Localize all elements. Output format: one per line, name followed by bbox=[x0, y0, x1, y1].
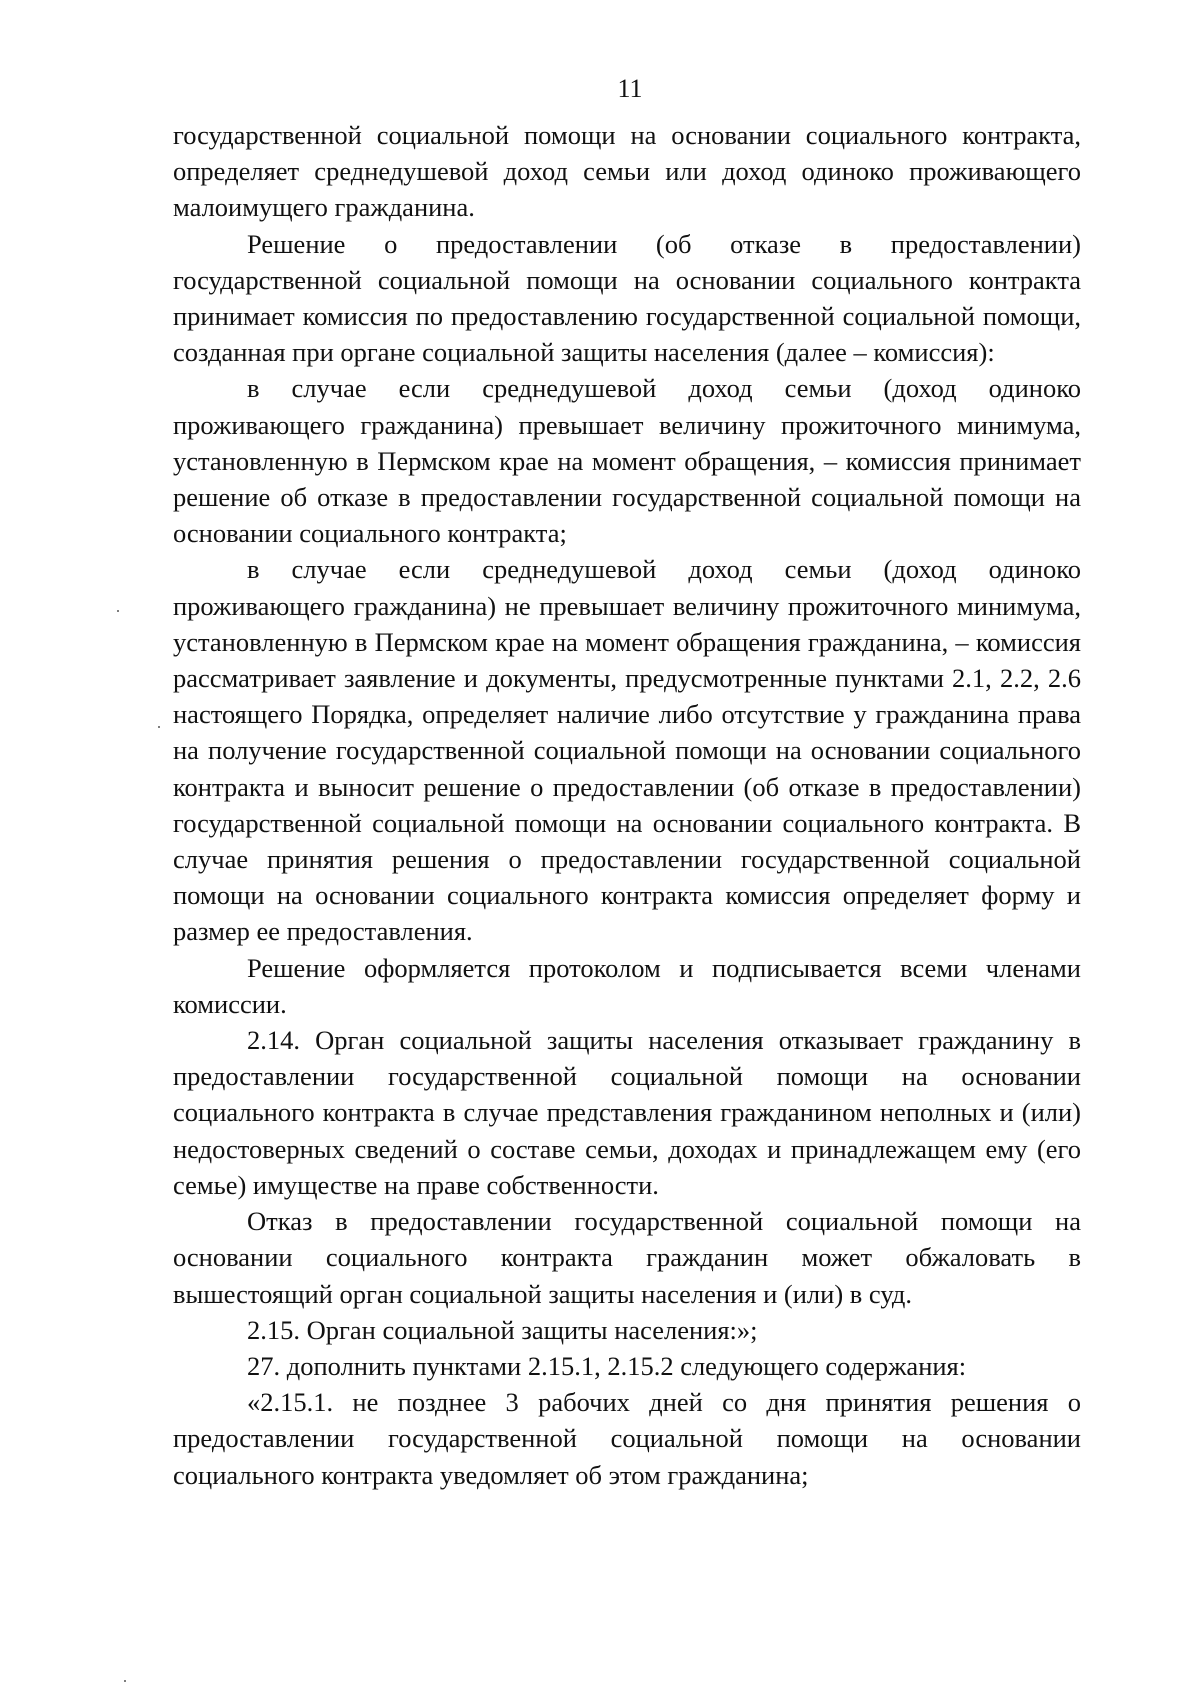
paragraph-2-14: 2.14. Орган социальной защиты населения отказывает гражданину в предоставлении государственной социальной помощи на основании социального контракта в случае представления гражданином неполных и (или) недостоверных сведений о составе семьи, доходах и принадлежащем ему (его семье) имуществе на праве собственности. bbox=[173, 1025, 1081, 1200]
paragraph-2-15-1: «2.15.1. не позднее 3 рабочих дней со дня принятия решения о предоставлении государственной социальной помощи на основании социального контракта уведомляет об этом гражданина; bbox=[173, 1387, 1081, 1490]
paragraph-protocol: Решение оформляется протоколом и подписывается всеми членами комиссии. bbox=[173, 952, 1081, 1019]
paragraph-decision: Решение о предоставлении (об отказе в предоставлении) государственной социальной помощи на основании социального контракта принимает комиссия по предоставлению государственной социальной помощи, созданная при органе социальной защиты населения (далее – комиссия): bbox=[173, 228, 1081, 368]
paragraph-2-15: 2.15. Орган социальной защиты населения:»; bbox=[247, 1314, 758, 1345]
scan-speck bbox=[124, 1680, 126, 1682]
paragraph-continuation: государственной социальной помощи на основании социального контракта, определяет среднедушевой доход семьи или доход одиноко проживающего малоимущего гражданина. bbox=[173, 120, 1081, 223]
paragraph-income-not-exceeds: в случае если среднедушевой доход семьи (доход одиноко проживающего гражданина) не превышает величину прожиточного минимума, установленную в Пермском крае на момент обращения гражданина, – комиссия рассматривает заявление и документы, предусмотренные пунктами 2.1, 2.2, 2.6 настоящего Порядка, определяет наличие либо отсутствие у гражданина права на получение государственной социальной помощи на основании социального контракта и выносит решение о предоставлении (об отказе в предоставлении) государственной социальной помощи на основании социального контракта. В случае принятия решения о предоставлении государственной социальной помощи на основании социального контракта комиссия определяет форму и размер ее предоставления. bbox=[173, 554, 1081, 947]
document-body bbox=[173, 117, 1081, 1493]
paragraph-income-exceeds: в случае если среднедушевой доход семьи (доход одиноко проживающего гражданина) превышает величину прожиточного минимума, установленную в Пермском крае на момент обращения, – комиссия принимает решение об отказе в предоставлении государственной социальной помощи на основании социального контракта; bbox=[173, 373, 1081, 549]
scan-speck bbox=[158, 726, 160, 728]
scan-speck bbox=[117, 610, 119, 612]
paragraph-appeal: Отказ в предоставлении государственной социальной помощи на основании социального контракта гражданин может обжаловать в вышестоящий орган социальной защиты населения и (или) в суд. bbox=[173, 1206, 1081, 1309]
page-number: 11 bbox=[617, 74, 643, 103]
paragraph-item-27: 27. дополнить пунктами 2.15.1, 2.15.2 следующего содержания: bbox=[247, 1350, 967, 1381]
